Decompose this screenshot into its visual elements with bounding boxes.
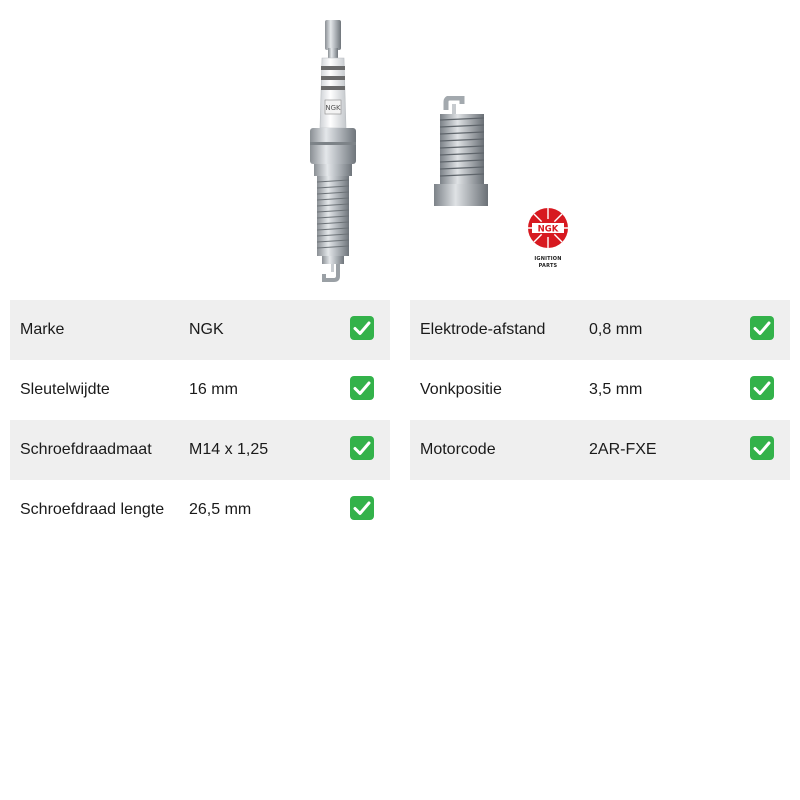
specs-table-right: [410, 300, 790, 480]
spark-plug-image: [298, 18, 368, 282]
spec-label: Motorcode: [420, 441, 496, 458]
logo-subtitle-line2: PARTS: [538, 263, 558, 269]
spec-value: 0,8 mm: [589, 321, 643, 338]
spec-row-schroefdraad-lengte: [10, 480, 390, 540]
spec-label: Sleutelwijdte: [20, 381, 110, 398]
spec-label: Schroefdraad lengte: [20, 501, 165, 518]
spec-value: M14 x 1,25: [189, 441, 269, 458]
green-check-icon: [750, 376, 774, 400]
spec-value: NGK: [189, 321, 224, 338]
green-check-icon: [350, 316, 374, 340]
spec-label: Elektrode-afstand: [420, 321, 546, 338]
spec-row-schroefdraadmaat: [10, 420, 390, 480]
specs-table-left: [10, 300, 390, 540]
spec-value: 2AR-FXE: [589, 441, 657, 458]
spec-row-marke: [10, 300, 390, 360]
plug-insulator-marking: NGK: [325, 104, 341, 112]
ngk-logo-mark: [522, 204, 574, 256]
green-check-icon: [350, 496, 374, 520]
spec-value: 16 mm: [189, 381, 238, 398]
spec-value: 3,5 mm: [589, 381, 643, 398]
spec-row-sleutelwijdte: [10, 360, 390, 420]
spec-label: Schroefdraadmaat: [20, 441, 152, 458]
green-check-icon: [750, 316, 774, 340]
green-check-icon: [750, 436, 774, 460]
ngk-logo: [522, 204, 574, 274]
green-check-icon: [350, 436, 374, 460]
logo-subtitle-line1: IGNITION: [534, 256, 562, 262]
spec-row-motorcode: [410, 420, 790, 480]
spec-row-vonkpositie: [410, 360, 790, 420]
ngk-logo-text: NGK: [537, 224, 559, 235]
spec-label: Vonkpositie: [420, 381, 502, 398]
spec-value: 26,5 mm: [189, 501, 252, 518]
spec-label: Marke: [20, 321, 65, 338]
spark-plug-tip-image: [432, 96, 490, 206]
green-check-icon: [350, 376, 374, 400]
spec-row-elektrode-afstand: [410, 300, 790, 360]
